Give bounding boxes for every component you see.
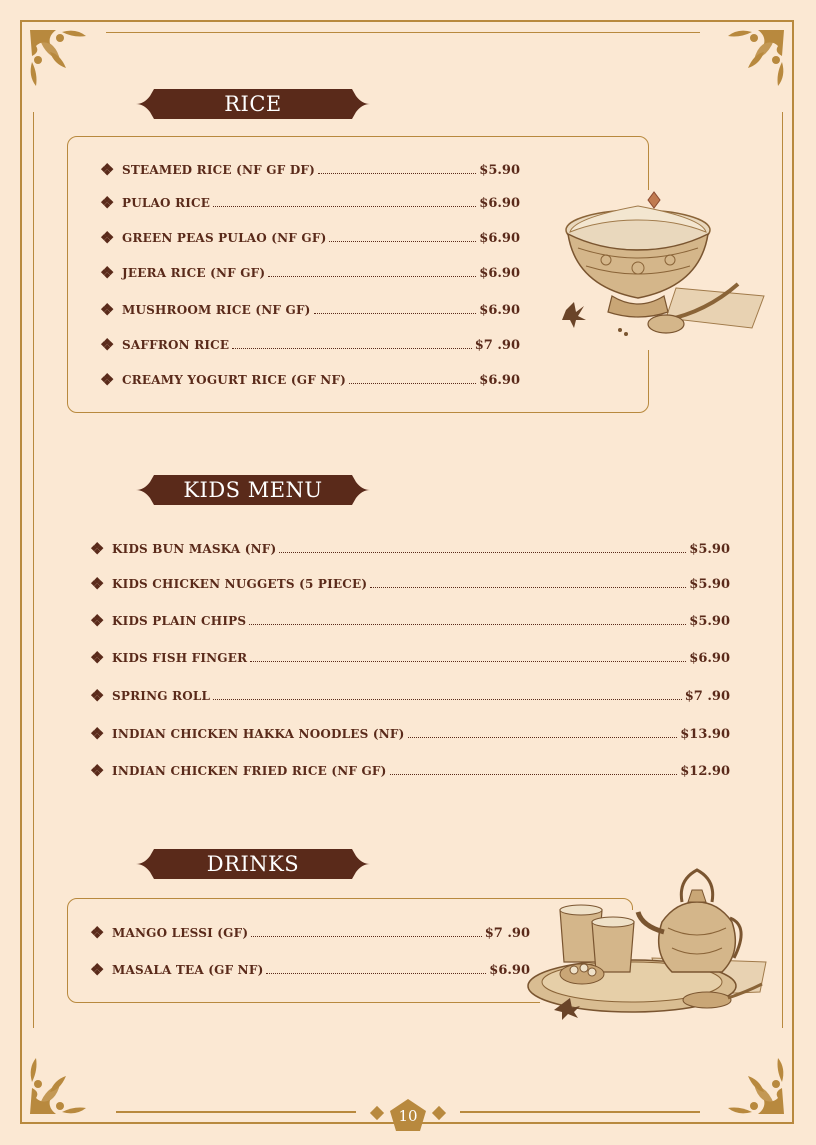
bullet-icon: ❖ xyxy=(100,193,115,212)
list-item xyxy=(90,648,730,668)
item-price: $6.90 xyxy=(489,962,530,978)
list-item xyxy=(90,574,730,594)
item-name: KIDS CHICKEN NUGGETS (5 PIECE) xyxy=(112,577,368,591)
section-banner-drinks xyxy=(136,846,370,882)
item-name: STEAMED RICE (NF GF DF) xyxy=(122,163,316,177)
bullet-icon: ❖ xyxy=(100,160,115,179)
item-name: PULAO RICE xyxy=(122,196,211,210)
corner-ornament-icon xyxy=(718,1048,788,1118)
corner-ornament-icon xyxy=(718,26,788,96)
section-title-drinks: DRINKS xyxy=(206,852,300,876)
item-price: $5.90 xyxy=(689,613,730,629)
leader-dots xyxy=(370,577,686,588)
list-item xyxy=(90,539,730,559)
item-name: CREAMY YOGURT RICE (GF NF) xyxy=(122,373,347,387)
leader-dots xyxy=(314,303,477,314)
bullet-icon: ❖ xyxy=(90,923,105,942)
item-price: $12.90 xyxy=(680,763,730,779)
list-item xyxy=(100,193,520,213)
page-number: 10 xyxy=(398,1107,418,1125)
list-item xyxy=(100,300,520,320)
list-item xyxy=(90,686,730,706)
footer-divider-left xyxy=(116,1111,356,1113)
item-name: MUSHROOM RICE (NF GF) xyxy=(122,303,311,317)
list-item xyxy=(90,960,530,980)
list-item xyxy=(100,335,520,355)
list-item xyxy=(100,263,520,283)
list-item xyxy=(100,370,520,390)
item-price: $6.90 xyxy=(689,650,730,666)
item-price: $7 .90 xyxy=(474,337,520,353)
item-name: SAFFRON RICE xyxy=(122,338,230,352)
leader-dots xyxy=(318,163,476,174)
bullet-icon: ❖ xyxy=(90,761,105,780)
corner-ornament-icon xyxy=(26,26,96,96)
item-name: GREEN PEAS PULAO (NF GF) xyxy=(122,231,327,245)
item-price: $5.90 xyxy=(689,576,730,592)
item-name: KIDS FISH FINGER xyxy=(112,651,248,665)
leader-dots xyxy=(250,651,686,662)
bullet-icon: ❖ xyxy=(100,370,115,389)
leader-dots xyxy=(268,266,476,277)
section-title-rice: RICE xyxy=(224,92,282,116)
item-price: $6.90 xyxy=(479,265,520,281)
section-title-kids: KIDS MENU xyxy=(183,478,323,502)
rice-bowl-icon xyxy=(556,188,770,348)
corner-ornament-icon xyxy=(26,1048,96,1118)
bullet-icon: ❖ xyxy=(90,724,105,743)
leader-dots xyxy=(213,689,682,700)
section-banner-rice xyxy=(136,86,370,122)
item-price: $6.90 xyxy=(479,195,520,211)
bullet-icon: ❖ xyxy=(100,300,115,319)
bullet-icon: ❖ xyxy=(90,648,105,667)
item-price: $7 .90 xyxy=(684,688,730,704)
item-price: $6.90 xyxy=(479,372,520,388)
item-name: KIDS BUN MASKA (NF) xyxy=(112,542,277,556)
leader-dots xyxy=(279,542,686,553)
item-name: KIDS PLAIN CHIPS xyxy=(112,614,247,628)
item-price: $5.90 xyxy=(479,162,520,178)
bullet-icon: ❖ xyxy=(90,686,105,705)
bullet-icon: ❖ xyxy=(90,611,105,630)
leader-dots xyxy=(408,727,678,738)
list-item xyxy=(90,761,730,781)
list-item xyxy=(100,228,520,248)
leader-dots xyxy=(213,196,476,207)
inner-border-left xyxy=(33,112,34,1028)
item-price: $5.90 xyxy=(689,541,730,557)
leader-dots xyxy=(329,231,476,242)
bullet-icon: ❖ xyxy=(100,228,115,247)
list-item xyxy=(90,724,730,744)
inner-border-right xyxy=(782,112,783,1028)
item-price: $13.90 xyxy=(680,726,730,742)
bullet-icon: ❖ xyxy=(100,335,115,354)
tea-set-icon xyxy=(522,862,770,1022)
leader-dots xyxy=(251,926,482,937)
item-name: JEERA RICE (NF GF) xyxy=(122,266,266,280)
top-divider xyxy=(106,32,700,33)
leader-dots xyxy=(266,963,486,974)
item-name: INDIAN CHICKEN FRIED RICE (NF GF) xyxy=(112,764,387,778)
list-item xyxy=(90,611,730,631)
item-name: INDIAN CHICKEN HAKKA NOODLES (NF) xyxy=(112,727,405,741)
section-banner-kids xyxy=(136,472,370,508)
item-price: $7 .90 xyxy=(484,925,530,941)
item-name: MANGO LESSI (GF) xyxy=(112,926,249,940)
bullet-icon: ❖ xyxy=(90,539,105,558)
bullet-icon: ❖ xyxy=(90,574,105,593)
leader-dots xyxy=(249,614,686,625)
item-price: $6.90 xyxy=(479,230,520,246)
list-item xyxy=(100,160,520,180)
item-price: $6.90 xyxy=(479,302,520,318)
bullet-icon: ❖ xyxy=(90,960,105,979)
list-item xyxy=(90,923,530,943)
bullet-icon: ❖ xyxy=(100,263,115,282)
footer-divider-right xyxy=(460,1111,700,1113)
leader-dots xyxy=(390,764,678,775)
leader-dots xyxy=(349,373,476,384)
leader-dots xyxy=(232,338,471,349)
item-name: SPRING ROLL xyxy=(112,689,211,703)
item-name: MASALA TEA (GF NF) xyxy=(112,963,264,977)
